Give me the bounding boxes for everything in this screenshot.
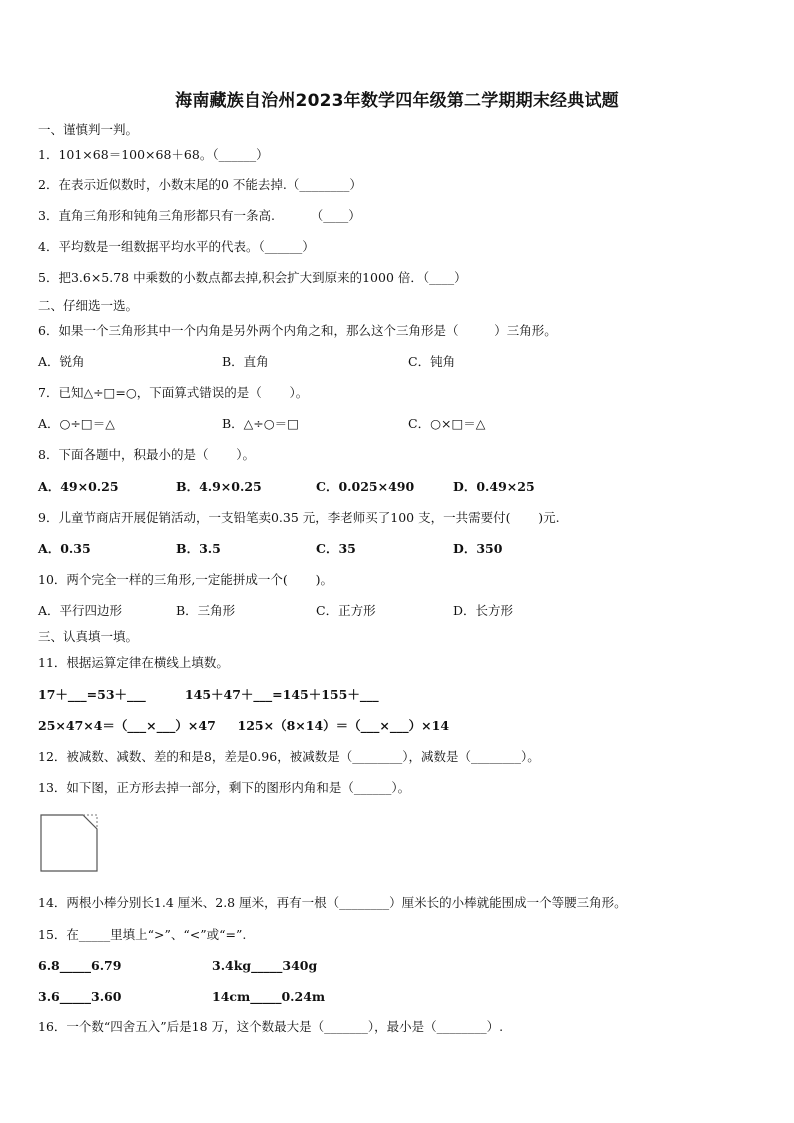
q9-option-d: D．350 — [453, 541, 503, 556]
question-7: 7．已知△÷□=○，下面算式错误的是（ ）。 — [38, 385, 309, 400]
q10-option-d: D．长方形 — [453, 603, 514, 618]
square-cut-corner-figure — [40, 814, 100, 874]
question-15: 15．在_____里填上“>”、“<”或“=”. — [38, 927, 247, 942]
section-heading-1: 一、谨慎判一判。 — [38, 122, 139, 137]
q9-option-a: A．0.35 — [38, 541, 91, 556]
question-10: 10．两个完全一样的三角形,一定能拼成一个( )。 — [38, 572, 333, 587]
q11-row-1: 17＋___=53＋___ 145＋47＋___=145＋155＋___ — [38, 687, 379, 702]
q7-option-a: A．○÷□＝△ — [38, 416, 115, 431]
question-12: 12．被减数、减数、差的和是8，差是0.96，被减数是（________），减数是（________）。 — [38, 749, 540, 764]
q10-option-b: B．三角形 — [176, 603, 236, 618]
q6-option-c: C．钝角 — [408, 354, 456, 369]
question-3: 3．直角三角形和钝角三角形都只有一条高. （____） — [38, 208, 361, 223]
question-2: 2．在表示近似数时，小数末尾的0 不能去掉.（________） — [38, 177, 362, 192]
q10-option-a: A．平行四边形 — [38, 603, 123, 618]
question-5: 5．把3.6×5.78 中乘数的小数点都去掉,积会扩大到原来的1000 倍．（____） — [38, 270, 467, 285]
page-title: 海南藏族自治州2023年数学四年级第二学期期末经典试题 — [175, 91, 619, 111]
q9-option-c: C．35 — [316, 541, 356, 556]
section-heading-3: 三、认真填一填。 — [38, 629, 139, 644]
q8-option-b: B．4.9×0.25 — [176, 479, 262, 494]
section-heading-2: 二、仔细选一选。 — [38, 298, 139, 313]
question-14: 14．两根小棒分别长1.4 厘米、2.8 厘米，再有一根（________）厘米长的小棒就能围成一个等腰三角形。 — [38, 895, 627, 910]
question-13: 13．如下图，正方形去掉一部分，剩下的图形内角和是（______）。 — [38, 780, 411, 795]
question-1: 1．101×68＝100×68＋68。（______） — [38, 147, 269, 162]
q7-option-c: C．○×□＝△ — [408, 416, 486, 431]
q10-option-c: C．正方形 — [316, 603, 376, 618]
q6-option-b: B．直角 — [222, 354, 269, 369]
q11-row-2: 25×47×4＝（___×___）×47 125×（8×14）＝（___×___）×14 — [38, 718, 450, 733]
q8-option-d: D．0.49×25 — [453, 479, 535, 494]
question-11: 11．根据运算定律在横线上填数。 — [38, 655, 229, 670]
question-6: 6．如果一个三角形其中一个内角是另外两个内角之和，那么这个三角形是（ ）三角形。 — [38, 323, 557, 338]
q15-item-a: 6.8_____6.79 — [38, 958, 122, 973]
question-8: 8．下面各题中，积最小的是（ ）。 — [38, 447, 256, 462]
question-4: 4．平均数是一组数据平均水平的代表。（______） — [38, 239, 315, 254]
question-9: 9．儿童节商店开展促销活动，一支铅笔卖0.35 元，李老师买了100 支，一共需要付( )元. — [38, 510, 560, 525]
q7-option-b: B．△÷○＝□ — [222, 416, 299, 431]
q15-item-d: 14cm_____0.24m — [212, 989, 326, 1004]
q15-item-b: 3.4kg_____340g — [212, 958, 318, 973]
q8-option-c: C．0.025×490 — [316, 479, 415, 494]
question-16: 16．一个数“四舍五入”后是18 万，这个数最大是（_______），最小是（________）. — [38, 1019, 504, 1034]
q8-option-a: A．49×0.25 — [38, 479, 119, 494]
q15-item-c: 3.6_____3.60 — [38, 989, 122, 1004]
q6-option-a: A．锐角 — [38, 354, 85, 369]
q9-option-b: B．3.5 — [176, 541, 221, 556]
